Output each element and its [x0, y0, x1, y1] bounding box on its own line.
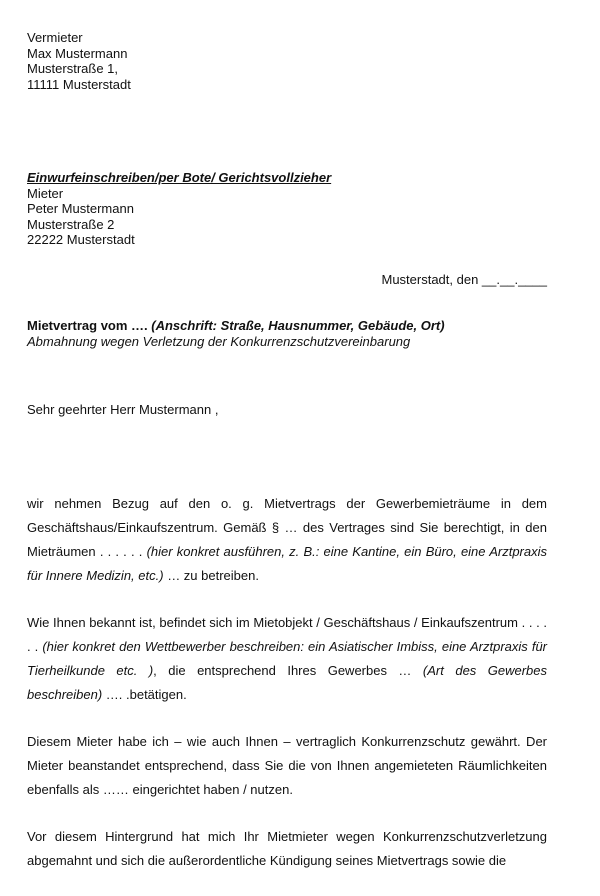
sender-street: Musterstraße 1, [27, 61, 119, 76]
paragraph-1 [27, 492, 547, 588]
recipient-city: 22222 Musterstadt [27, 232, 135, 247]
paragraph-3: Diesem Mieter habe ich – wie auch Ihnen – vertraglich Konkurrenzschutz gewährt. Der Mieter beanstandet entsprechend, dass Sie die von Ihnen angemieteten Räumlichkeiten ebenfalls als …… eingerichtet haben / nutzen. [27, 734, 547, 797]
recipient-name: Peter Mustermann [27, 201, 134, 216]
recipient-street: Musterstraße 2 [27, 216, 115, 232]
paragraph-2-text-a: Wie Ihnen bekannt ist, befindet sich im Mietobjekt / Geschäftshaus / Einkaufszentrum . . . . . . [27, 615, 547, 654]
salutation: Sehr geehrter Herr Mustermann , [27, 402, 219, 417]
paragraph-2-hint-2: (Art des Gewerbes beschreiben) [27, 663, 548, 702]
subject-line-2: Abmahnung wegen Verletzung der Konkurrenzschutzvereinbarung [27, 333, 411, 349]
recipient-role: Mieter [27, 185, 64, 201]
delivery-method: Einwurfeinschreiben/per Bote/ Gerichtsvollzieher [27, 170, 332, 185]
paragraph-1-hint: (hier konkret ausführen, z. B.: eine Kantine, ein Büro, eine Arztpraxis für Innere Medizin, etc.) [27, 544, 548, 583]
date-line: Musterstadt, den __.__.____ [381, 272, 547, 287]
sender-role: Vermieter [27, 30, 83, 45]
sender-name: Max Mustermann [27, 45, 128, 61]
paragraph-2 [27, 611, 547, 707]
sender-address-block [27, 30, 131, 92]
sender-city: 11111 Musterstadt [27, 76, 131, 92]
paragraph-1-text-c: … zu betreiben. [167, 568, 259, 583]
subject-contract: Mietvertrag vom …. [27, 318, 152, 333]
recipient-address-block [27, 170, 331, 248]
paragraph-4: Vor diesem Hintergrund hat mich Ihr Mietmieter wegen Konkurrenzschutzverletzung abgemahnt und sich die außerordentliche Kündigung seines Mietvertrags sowie die [27, 829, 547, 868]
paragraph-2-hint-1: (hier konkret den Wettbewerber beschreiben: ein Asiatischer Imbiss, eine Arztpraxis für Tierheilkunde etc. ) [27, 639, 547, 678]
paragraph-1-text-a: wir nehmen Bezug auf den o. g. Mietvertrags der Gewerbemieträume in dem Geschäftshaus/Einkaufszentrum. Gemäß § … des Vertrages sind Sie berechtigt, in den Mieträumen . . . . . . [27, 496, 547, 559]
letter-body [27, 492, 547, 896]
paragraph-2-text-e: …. .betätigen. [102, 687, 187, 702]
subject-line-1 [27, 318, 445, 334]
subject-address-hint: (Anschrift: Straße, Hausnummer, Gebäude, Ort) [151, 318, 445, 333]
subject-block [27, 318, 445, 349]
paragraph-2-text-c: , die entsprechend Ihres Gewerbes … [153, 663, 423, 678]
